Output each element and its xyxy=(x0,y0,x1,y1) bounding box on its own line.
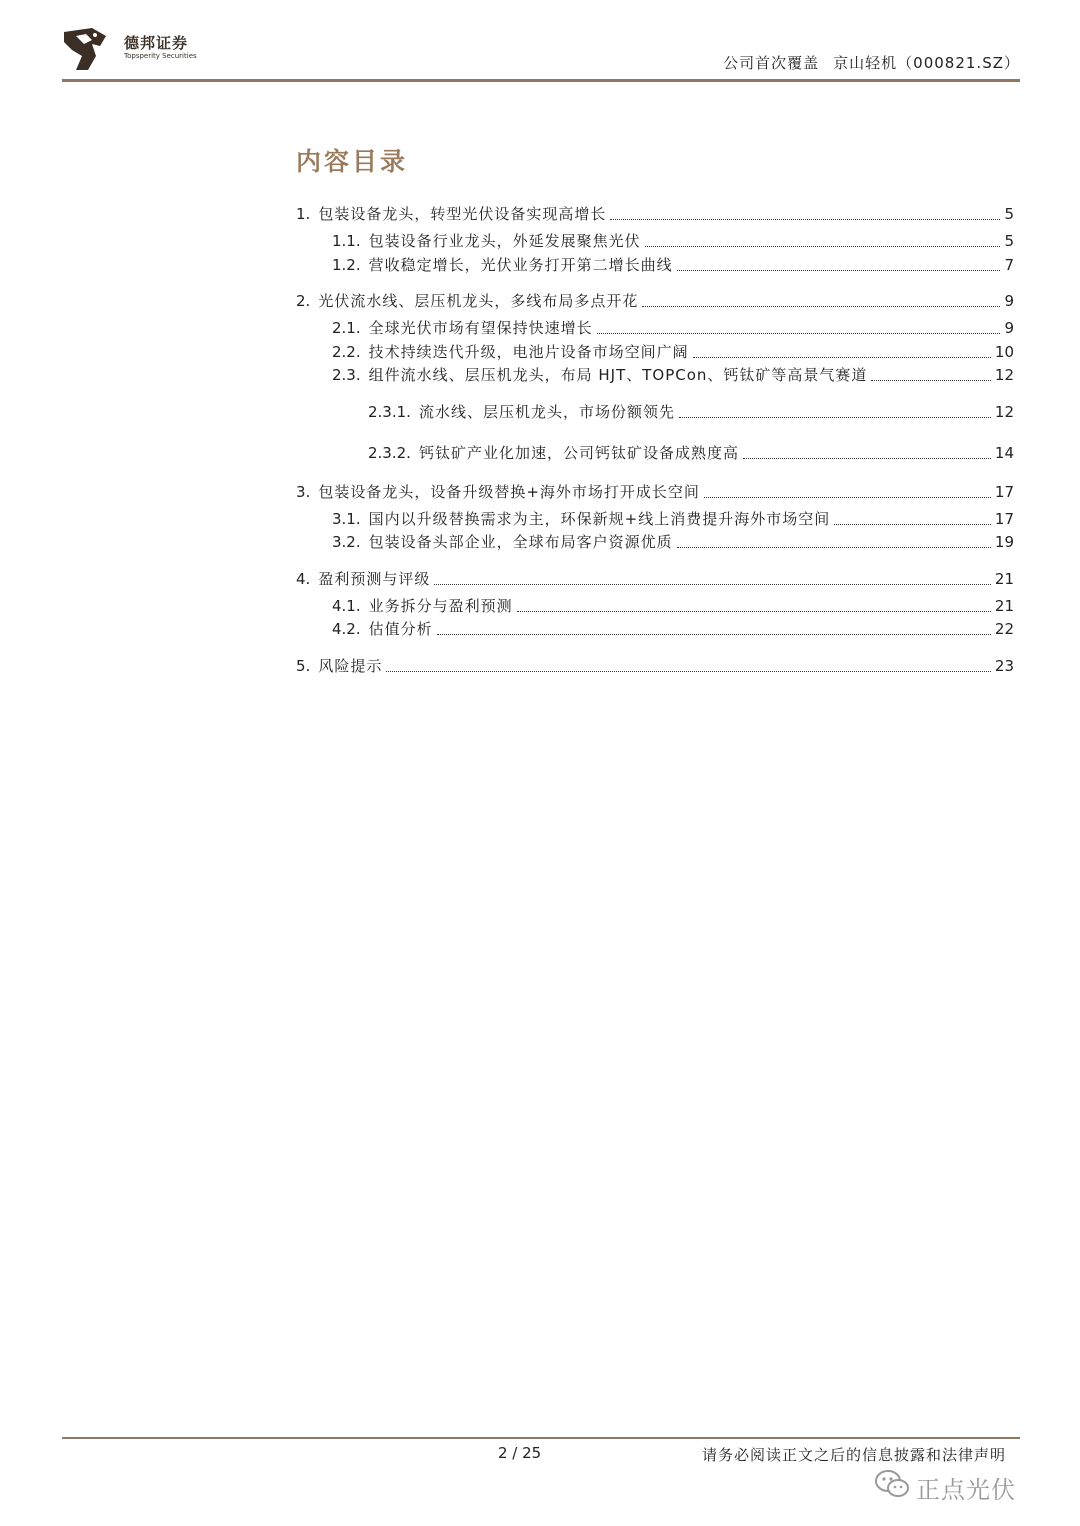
toc-entry-number: 2.3. xyxy=(332,366,361,384)
page-indicator: 2 / 25 xyxy=(498,1444,542,1462)
toc-entry-3[interactable] xyxy=(296,480,1014,502)
report-header xyxy=(723,52,1020,73)
toc-entry-5[interactable] xyxy=(296,654,1014,676)
watermark xyxy=(874,1466,1044,1502)
toc-leader-dots xyxy=(677,270,1001,271)
toc-leader-dots xyxy=(597,333,1001,334)
toc-entry-number: 5. xyxy=(296,657,311,675)
toc-leader-dots xyxy=(871,380,990,381)
toc-entry-number: 4.2. xyxy=(332,620,361,638)
toc-entry-1[interactable] xyxy=(296,202,1014,224)
toc-entry-2-1[interactable] xyxy=(332,316,1014,338)
toc-leader-dots xyxy=(693,357,991,358)
toc-leader-dots xyxy=(679,417,991,418)
toc-entry-1-2[interactable] xyxy=(332,253,1014,275)
toc-entry-3-1[interactable] xyxy=(332,507,1014,529)
toc-entry-page: 5 xyxy=(1004,232,1014,250)
toc-entry-page: 22 xyxy=(994,620,1014,638)
toc-entry-4[interactable] xyxy=(296,567,1014,589)
toc-leader-dots xyxy=(642,306,1000,307)
toc-entry-label: 包装设备头部企业，全球布局客户资源优质 xyxy=(368,533,673,551)
logo-emblem-icon xyxy=(62,26,108,72)
toc-entry-number: 3.1. xyxy=(332,510,361,528)
toc-entry-2-3[interactable] xyxy=(332,363,1014,385)
toc-leader-dots xyxy=(517,611,991,612)
toc-entry-page: 23 xyxy=(994,657,1014,675)
toc-entry-number: 2.3.2. xyxy=(368,444,411,462)
toc-leader-dots xyxy=(834,524,991,525)
toc-entry-page: 17 xyxy=(994,483,1014,501)
toc-entry-page: 9 xyxy=(1004,292,1014,310)
toc-leader-dots xyxy=(704,497,991,498)
toc-entry-2-2[interactable] xyxy=(332,340,1014,362)
footer-divider xyxy=(62,1437,1020,1439)
toc-entry-label: 光伏流水线、层压机龙头，多线布局多点开花 xyxy=(318,292,639,310)
header-divider xyxy=(62,79,1020,82)
watermark-text: 正点光伏 xyxy=(916,1476,1016,1504)
toc-leader-dots xyxy=(743,458,991,459)
toc-entry-number: 2.2. xyxy=(332,343,361,361)
logo-en-text: Topsperity Securities xyxy=(124,52,197,60)
toc-entry-label: 流水线、层压机龙头，市场份额领先 xyxy=(418,403,675,421)
toc-entry-label: 全球光伏市场有望保持快速增长 xyxy=(368,319,593,337)
toc-entry-page: 17 xyxy=(994,510,1014,528)
toc-entry-number: 2.3.1. xyxy=(368,403,411,421)
toc-entry-number: 3.2. xyxy=(332,533,361,551)
toc-entry-label: 包装设备龙头，转型光伏设备实现高增长 xyxy=(318,205,607,223)
toc-leader-dots xyxy=(386,671,991,672)
toc-leader-dots xyxy=(434,584,991,585)
company-logo xyxy=(62,26,202,72)
toc-entry-label: 技术持续迭代升级，电池片设备市场空间广阔 xyxy=(368,343,689,361)
toc-entry-label: 组件流水线、层压机龙头，布局 HJT、TOPCon、钙钛矿等高景气赛道 xyxy=(368,366,868,384)
toc-entry-number: 1. xyxy=(296,205,311,223)
toc-entry-label: 风险提示 xyxy=(318,657,383,675)
toc-entry-page: 21 xyxy=(994,570,1014,588)
toc-entry-page: 10 xyxy=(994,343,1014,361)
toc-entry-label: 盈利预测与评级 xyxy=(318,570,431,588)
company-name: 京山轻机（000821.SZ） xyxy=(833,54,1020,72)
toc-entry-label: 钙钛矿产业化加速，公司钙钛矿设备成熟度高 xyxy=(418,444,739,462)
toc-entry-page: 19 xyxy=(994,533,1014,551)
toc-entry-number: 1.1. xyxy=(332,232,361,250)
toc-title: 内容目录 xyxy=(296,147,409,176)
toc-entry-page: 12 xyxy=(994,403,1014,421)
toc-entry-number: 3. xyxy=(296,483,311,501)
toc-entry-page: 21 xyxy=(994,597,1014,615)
toc-entry-2[interactable] xyxy=(296,289,1014,311)
toc-leader-dots xyxy=(610,219,1000,220)
toc-entry-number: 4.1. xyxy=(332,597,361,615)
toc-entry-label: 业务拆分与盈利预测 xyxy=(368,597,513,615)
toc-entry-number: 1.2. xyxy=(332,256,361,274)
toc-entry-1-1[interactable] xyxy=(332,229,1014,251)
toc-entry-4-2[interactable] xyxy=(332,617,1014,639)
toc-entry-page: 9 xyxy=(1004,319,1014,337)
toc-entry-number: 2. xyxy=(296,292,311,310)
toc-entry-number: 2.1. xyxy=(332,319,361,337)
toc-leader-dots xyxy=(677,547,991,548)
report-type: 公司首次覆盖 xyxy=(723,54,820,72)
toc-entry-2-3-2[interactable] xyxy=(368,441,1014,463)
toc-leader-dots xyxy=(645,246,1001,247)
toc-leader-dots xyxy=(437,634,991,635)
wechat-icon xyxy=(874,1468,910,1500)
toc-entry-label: 营收稳定增长，光伏业务打开第二增长曲线 xyxy=(368,256,673,274)
toc-entry-label: 国内以升级替换需求为主，环保新规+线上消费提升海外市场空间 xyxy=(368,510,831,528)
toc-entry-3-2[interactable] xyxy=(332,530,1014,552)
toc-entry-4-1[interactable] xyxy=(332,594,1014,616)
toc-entry-page: 14 xyxy=(994,444,1014,462)
toc-entry-page: 12 xyxy=(994,366,1014,384)
logo-cn-text: 德邦证券 xyxy=(124,34,189,52)
legal-disclaimer: 请务必阅读正文之后的信息披露和法律声明 xyxy=(701,1446,1006,1464)
toc-entry-2-3-1[interactable] xyxy=(368,400,1014,422)
toc-entry-label: 包装设备龙头，设备升级替换+海外市场打开成长空间 xyxy=(318,483,700,501)
toc-entry-page: 7 xyxy=(1004,256,1014,274)
toc-entry-number: 4. xyxy=(296,570,311,588)
toc-entry-label: 包装设备行业龙头，外延发展聚焦光伏 xyxy=(368,232,641,250)
toc-entry-label: 估值分析 xyxy=(368,620,433,638)
toc-entry-page: 5 xyxy=(1004,205,1014,223)
